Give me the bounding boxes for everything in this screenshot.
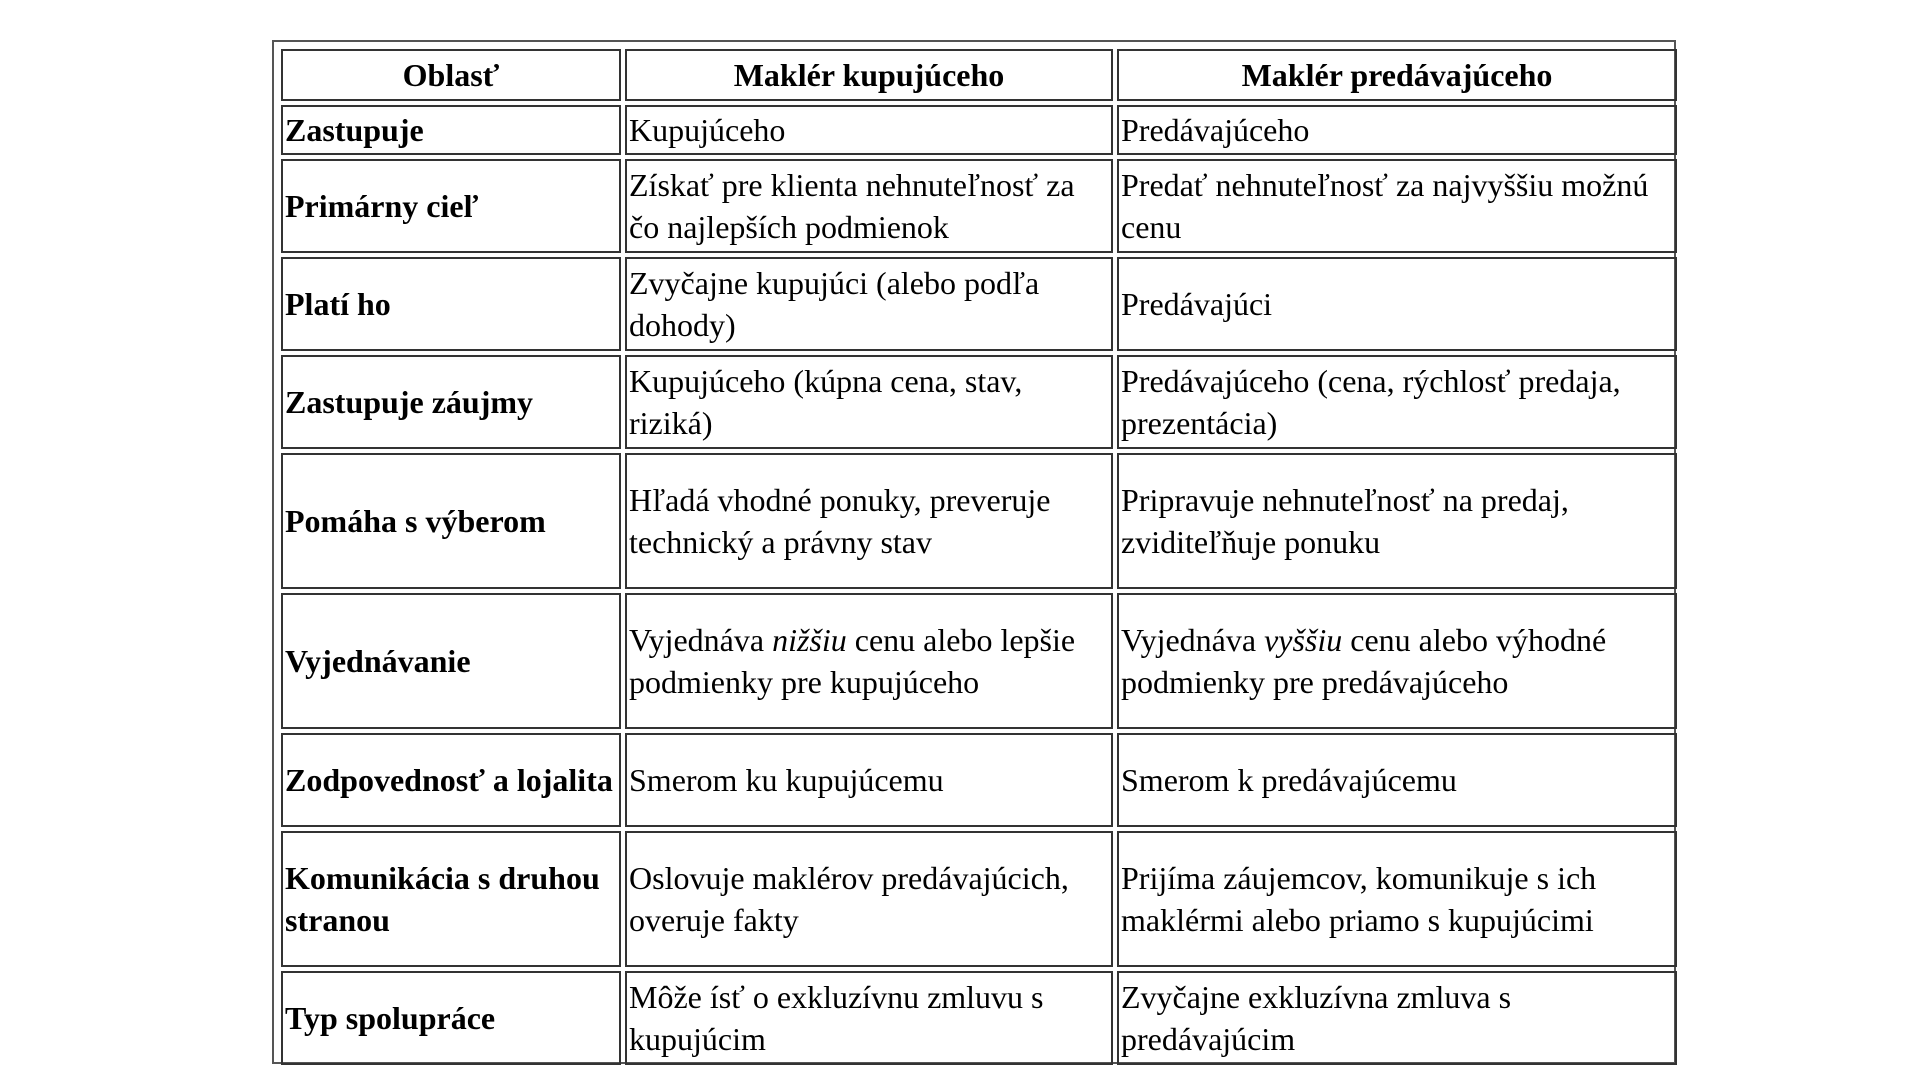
cell-text: cenu alebo lepšie podmienky pre kupujúceho	[629, 622, 1076, 700]
cell-text: Smerom k predávajúcemu	[1121, 762, 1457, 798]
row-area-label: Platí ho	[281, 257, 621, 351]
cell-text: Predať nehnuteľnosť za najvyššiu možnú cenu	[1121, 167, 1649, 245]
cell-text: Oslovuje maklérov predávajúcich, overuje fakty	[629, 860, 1069, 938]
row-area-label: Typ spolupráce	[281, 971, 621, 1065]
header-buyer-agent: Maklér kupujúceho	[625, 49, 1113, 101]
cell-text: Zvyčajne kupujúci (alebo podľa dohody)	[629, 265, 1040, 343]
table-header-row	[281, 49, 1677, 101]
cell-text: cenu alebo výhodné podmienky pre predávajúceho	[1121, 622, 1607, 700]
buyer-agent-cell	[625, 355, 1113, 449]
seller-agent-cell	[1117, 159, 1677, 253]
buyer-agent-cell	[625, 831, 1113, 967]
cell-text: Môže ísť o exkluzívnu zmluvu s kupujúcim	[629, 979, 1044, 1057]
cell-emphasis: vyššiu	[1264, 622, 1343, 658]
table-row	[281, 105, 1677, 155]
cell-text: Predávajúceho	[1121, 112, 1310, 148]
buyer-agent-cell	[625, 257, 1113, 351]
seller-agent-cell	[1117, 971, 1677, 1065]
buyer-agent-cell	[625, 593, 1113, 729]
row-area-label: Komunikácia s druhou stranou	[281, 831, 621, 967]
buyer-agent-cell	[625, 453, 1113, 589]
table-row	[281, 453, 1677, 589]
buyer-agent-cell	[625, 159, 1113, 253]
table-row	[281, 257, 1677, 351]
buyer-agent-cell	[625, 733, 1113, 827]
seller-agent-cell	[1117, 733, 1677, 827]
cell-text: Vyjednáva	[629, 622, 773, 658]
cell-text: Hľadá vhodné ponuky, preveruje technický a právny stav	[629, 482, 1051, 560]
row-area-label: Pomáha s výberom	[281, 453, 621, 589]
row-area-label: Primárny cieľ	[281, 159, 621, 253]
cell-text: Smerom ku kupujúcemu	[629, 762, 944, 798]
cell-text: Kupujúceho (kúpna cena, stav, riziká)	[629, 363, 1023, 441]
table-row	[281, 593, 1677, 729]
cell-text: Zvyčajne exkluzívna zmluva s predávajúcim	[1121, 979, 1512, 1057]
cell-text: Prijíma záujemcov, komunikuje s ich maklérmi alebo priamo s kupujúcimi	[1121, 860, 1597, 938]
seller-agent-cell	[1117, 355, 1677, 449]
table-row	[281, 733, 1677, 827]
table-row	[281, 831, 1677, 967]
buyer-agent-cell	[625, 105, 1113, 155]
seller-agent-cell	[1117, 831, 1677, 967]
seller-agent-cell	[1117, 593, 1677, 729]
seller-agent-cell	[1117, 453, 1677, 589]
row-area-label: Zastupuje	[281, 105, 621, 155]
seller-agent-cell	[1117, 105, 1677, 155]
cell-text: Predávajúci	[1121, 286, 1273, 322]
cell-text: Predávajúceho (cena, rýchlosť predaja, prezentácia)	[1121, 363, 1621, 441]
comparison-table-frame	[272, 40, 1676, 1064]
header-area: Oblasť	[281, 49, 621, 101]
table-row	[281, 159, 1677, 253]
row-area-label: Zodpovednosť a lojalita	[281, 733, 621, 827]
row-area-label: Zastupuje záujmy	[281, 355, 621, 449]
cell-text: Pripravuje nehnuteľnosť na predaj, zviditeľňuje ponuku	[1121, 482, 1569, 560]
cell-text: Vyjednáva	[1121, 622, 1265, 658]
buyer-agent-cell	[625, 971, 1113, 1065]
cell-emphasis: nižšiu	[772, 622, 847, 658]
header-seller-agent: Maklér predávajúceho	[1117, 49, 1677, 101]
row-area-label: Vyjednávanie	[281, 593, 621, 729]
table-row	[281, 355, 1677, 449]
table-row	[281, 971, 1677, 1065]
cell-text: Získať pre klienta nehnuteľnosť za čo najlepších podmienok	[629, 167, 1075, 245]
comparison-table	[277, 45, 1681, 1069]
seller-agent-cell	[1117, 257, 1677, 351]
cell-text: Kupujúceho	[629, 112, 786, 148]
